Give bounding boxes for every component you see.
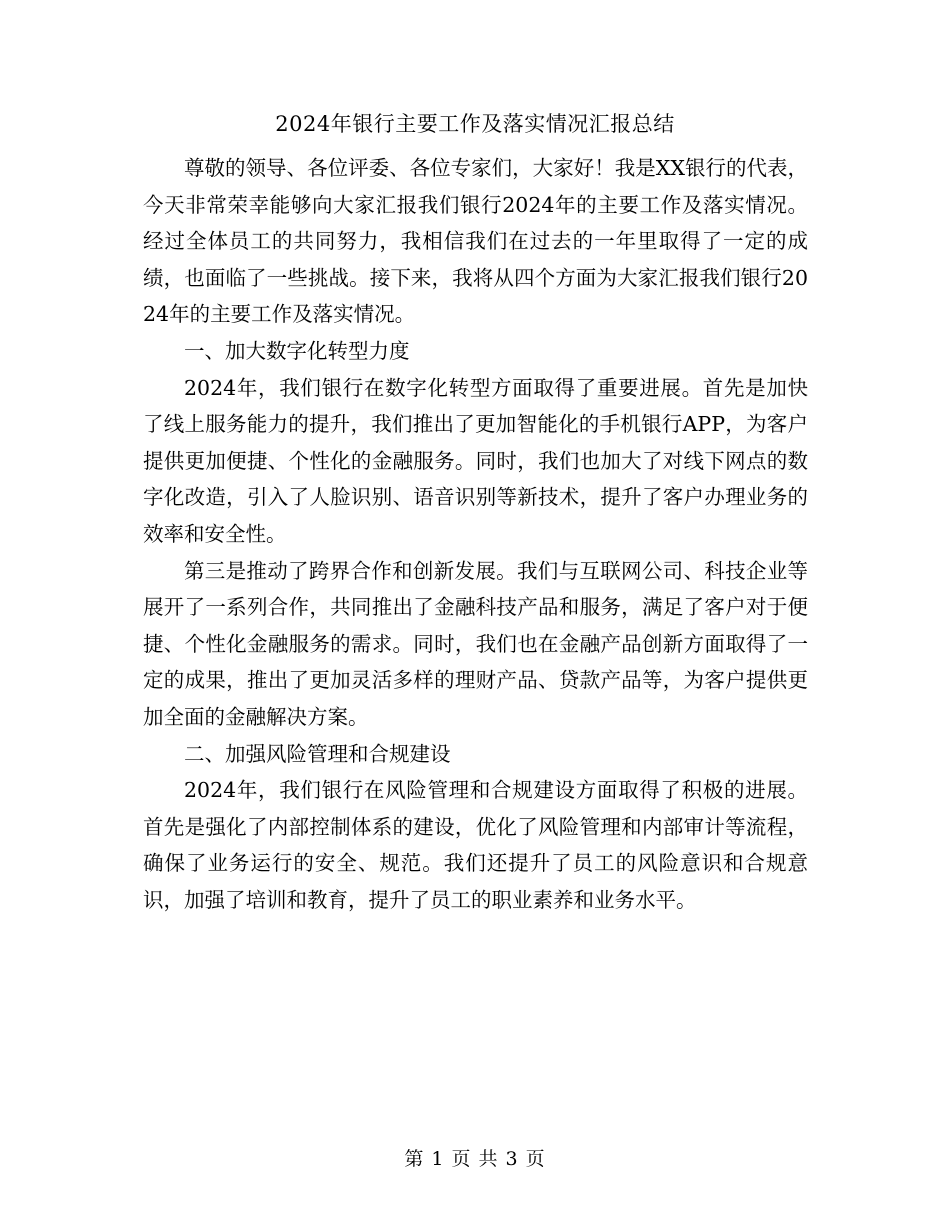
section-heading-risk-compliance: 二、加强风险管理和合规建设 bbox=[184, 741, 451, 766]
section-heading-digital-transformation: 一、加大数字化转型力度 bbox=[184, 338, 410, 363]
page-number-footer: 第 1 页 共 3 页 bbox=[404, 1148, 546, 1170]
paragraph-digital-transformation: 2024年，我们银行在数字化转型方面取得了重要进展。首先是加快了线上服务能力的提升，我们推出了更加智能化的手机银行APP，为客户提供更加便捷、个性化的金融服务。同时，我们也加大了对线下网点的数字化改造，引入了人脸识别、语音识别等新技术，提升了客户办理业务的效率和安全性。 bbox=[143, 375, 808, 546]
paragraph-risk-compliance: 2024年，我们银行在风险管理和合规建设方面取得了积极的进展。首先是强化了内部控制体系的建设，优化了风险管理和内部审计等流程，确保了业务运行的安全、规范。我们还提升了员工的风险意识和合规意识，加强了培训和教育，提升了员工的职业素养和业务水平。 bbox=[143, 778, 808, 912]
document-title: 2024年银行主要工作及落实情况汇报总结 bbox=[275, 112, 675, 136]
paragraph-intro: 尊敬的领导、各位评委、各位专家们，大家好！我是XX银行的代表，今天非常荣幸能够向大家汇报我们银行2024年的主要工作及落实情况。经过全体员工的共同努力，我相信我们在过去的一年里取得了一定的成绩，也面临了一些挑战。接下来，我将从四个方面为大家汇报我们银行2024年的主要工作及落实情况。 bbox=[143, 156, 808, 327]
document-body bbox=[143, 150, 808, 918]
paragraph-cross-sector-cooperation: 第三是推动了跨界合作和创新发展。我们与互联网公司、科技企业等展开了一系列合作，共同推出了金融科技产品和服务，满足了客户对于便捷、个性化金融服务的需求。同时，我们也在金融产品创新方面取得了一定的成果，推出了更加灵活多样的理财产品、贷款产品等，为客户提供更加全面的金融解决方案。 bbox=[143, 558, 808, 729]
